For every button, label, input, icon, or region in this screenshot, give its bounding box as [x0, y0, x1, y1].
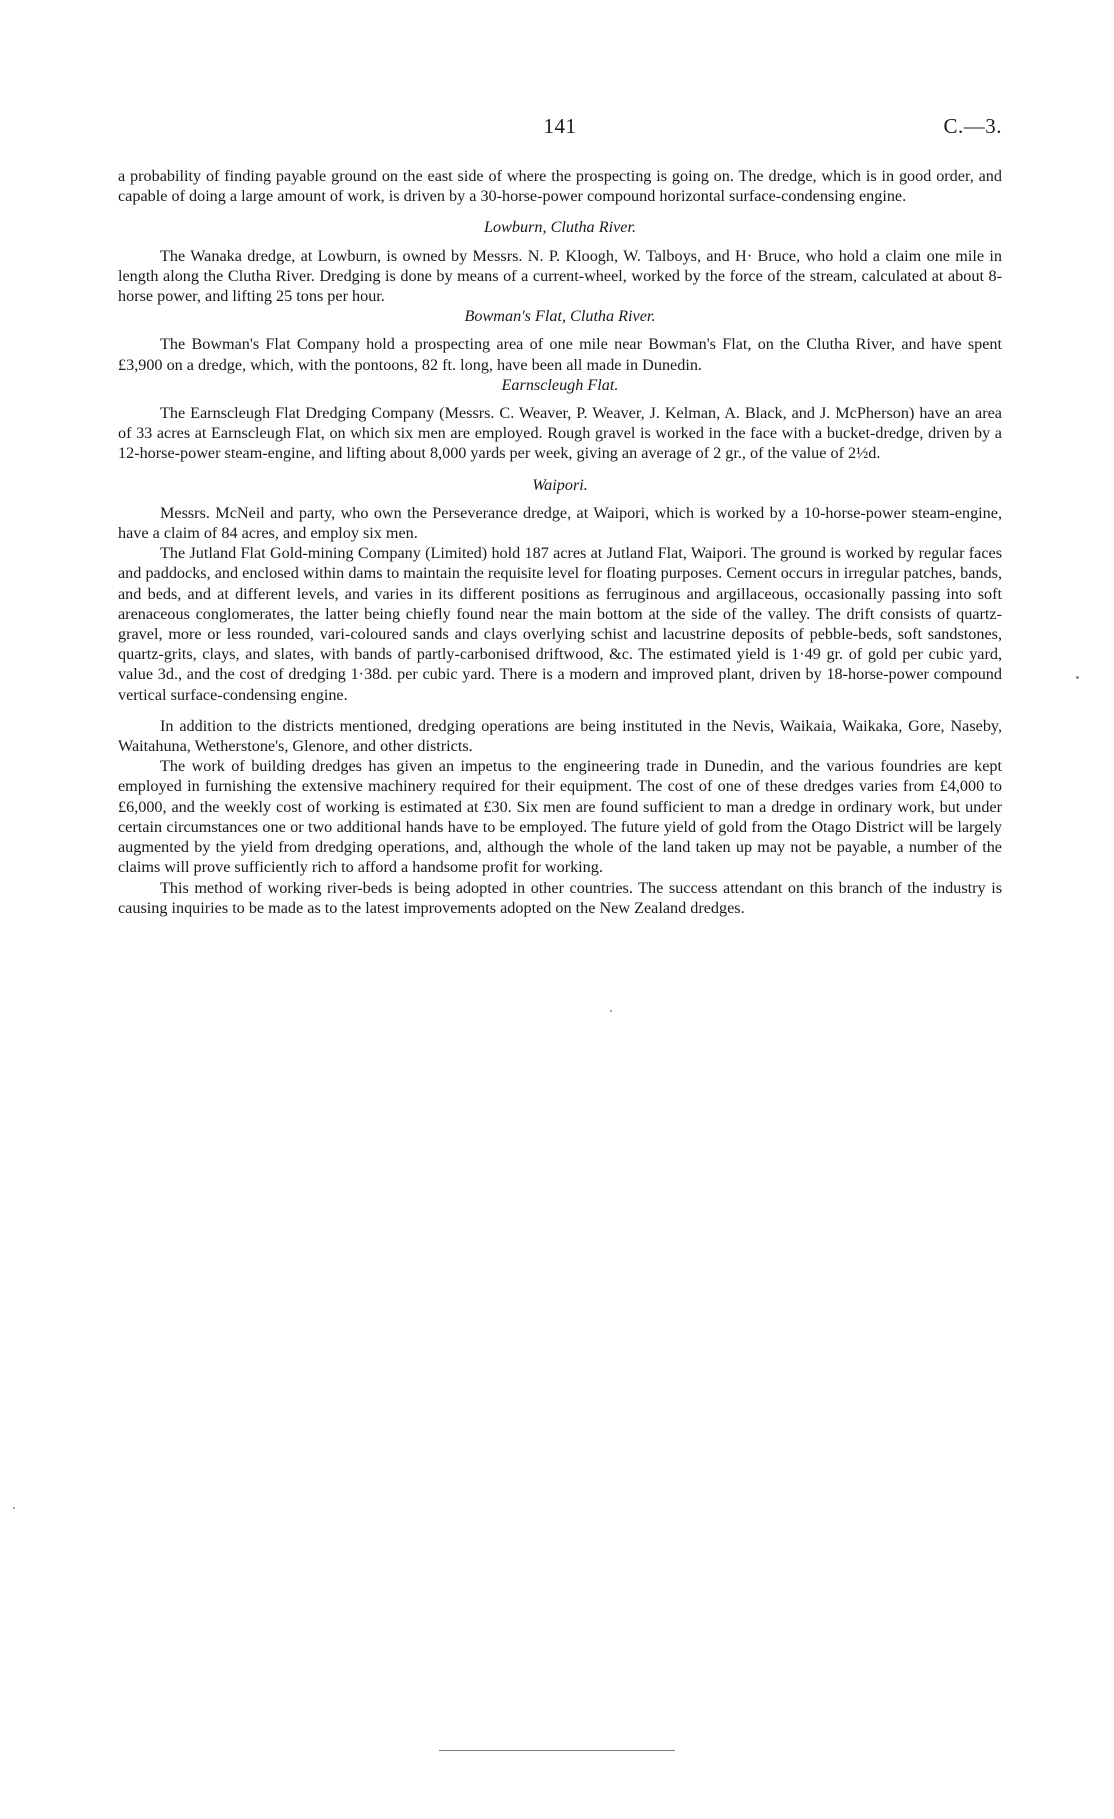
body-text: [118, 166, 1002, 918]
closing-rule: [439, 1750, 675, 1751]
paragraph-bowmans-flat: The Bowman's Flat Company hold a prospecting area of one mile near Bowman's Flat, on the Clutha River, and have spent £3,900 on a dredge, which, with the pontoons, 82 ft. long, have been all made in Dunedin.: [118, 335, 1002, 374]
page-number: 141: [543, 114, 577, 138]
document-code: C.—3.: [943, 114, 1002, 138]
heading-earnscleugh-flat: Earnscleugh Flat.: [501, 375, 619, 394]
paragraph-waipori-jutland: The Jutland Flat Gold-mining Company (Limited) hold 187 acres at Jutland Flat, Waipori. The ground is worked by regular faces and paddocks, and enclosed within dams to maintain the requisite level for floating purposes. Cement occurs in irregular patches, bands, and beds, and at different levels, and varies in its different positions as ferruginous and argillaceous, occasionally passing into soft arenaceous conglomerates, the latter being chiefly found near the main bottom at the side of the valley. The drift consists of quartz-gravel, more or less rounded, vari-coloured sands and clays overlying schist and lacustrine deposits of pebble-beds, soft sandstones, quartz-grits, clays, and slates, with bands of partly-carbonised driftwood, &c. The estimated yield is 1·49 gr. of gold per cubic yard, value 3d., and the cost of dredging 1·38d. per cubic yard. There is a modern and improved plant, driven by 18-horse-power compound vertical surface-condensing engine.: [118, 544, 1002, 704]
paragraph-other-countries: This method of working river-beds is being adopted in other countries. The success attendant on this branch of the industry is causing inquiries to be made as to the latest improvements adopted on the New Zealand dredges.: [118, 878, 1002, 917]
scan-speck: [610, 1010, 612, 1012]
paragraph-earnscleugh-flat: The Earnscleugh Flat Dredging Company (Messrs. C. Weaver, P. Weaver, J. Kelman, A. Black, and J. McPherson) have an area of 33 acres at Earnscleugh Flat, on which six men are employed. Rough gravel is worked in the face with a bucket-dredge, driven by a 12-horse-power steam-engine, and lifting about 8,000 yards per week, giving an average of 2 gr., of the value of 2½d.: [118, 404, 1002, 463]
heading-waipori: Waipori.: [532, 475, 588, 494]
paragraph-lowburn: The Wanaka dredge, at Lowburn, is owned by Messrs. N. P. Kloogh, W. Talboys, and H· Bruce, who hold a claim one mile in length along the Clutha River. Dredging is done by means of a current-wheel, worked by the force of the stream, calculated at about 8-horse power, and lifting 25 tons per hour.: [118, 246, 1002, 306]
paragraph-engineering-trade: The work of building dredges has given an impetus to the engineering trade in Dunedin, and the various foundries are kept employed in furnishing the extensive machinery required for their equipment. The cost of one of these dredges varies from £4,000 to £6,000, and the weekly cost of working is estimated at £30. Six men are found sufficient to man a dredge in ordinary work, but under certain circumstances one or two additional hands have to be employed. The future yield of gold from the Otago District will be largely augmented by the yield from dredging operations, and, although the whole of the land taken up may not be payable, a number of the claims will prove sufficiently rich to afford a handsome profit for working.: [118, 757, 1002, 877]
intro-paragraph: a probability of finding payable ground on the east side of where the prospecting is going on. The dredge, which is in good order, and capable of doing a large amount of work, is driven by a 30-horse-power compound horizontal surface-condensing engine.: [118, 167, 1002, 206]
scan-speck: [13, 1507, 15, 1509]
paragraph-other-districts: In addition to the districts mentioned, dredging operations are being instituted in the Nevis, Waikaia, Waikaka, Gore, Naseby, Waitahuna, Wetherstone's, Glenore, and other districts.: [118, 716, 1002, 756]
heading-lowburn: Lowburn, Clutha River.: [484, 218, 636, 237]
scan-speck: [1076, 676, 1079, 679]
heading-bowmans-flat: Bowman's Flat, Clutha River.: [464, 307, 656, 326]
paragraph-waipori-mcneil: Messrs. McNeil and party, who own the Perseverance dredge, at Waipori, which is worked by a 10-horse-power steam-engine, have a claim of 84 acres, and employ six men.: [118, 503, 1002, 543]
page-header: [118, 114, 1002, 144]
